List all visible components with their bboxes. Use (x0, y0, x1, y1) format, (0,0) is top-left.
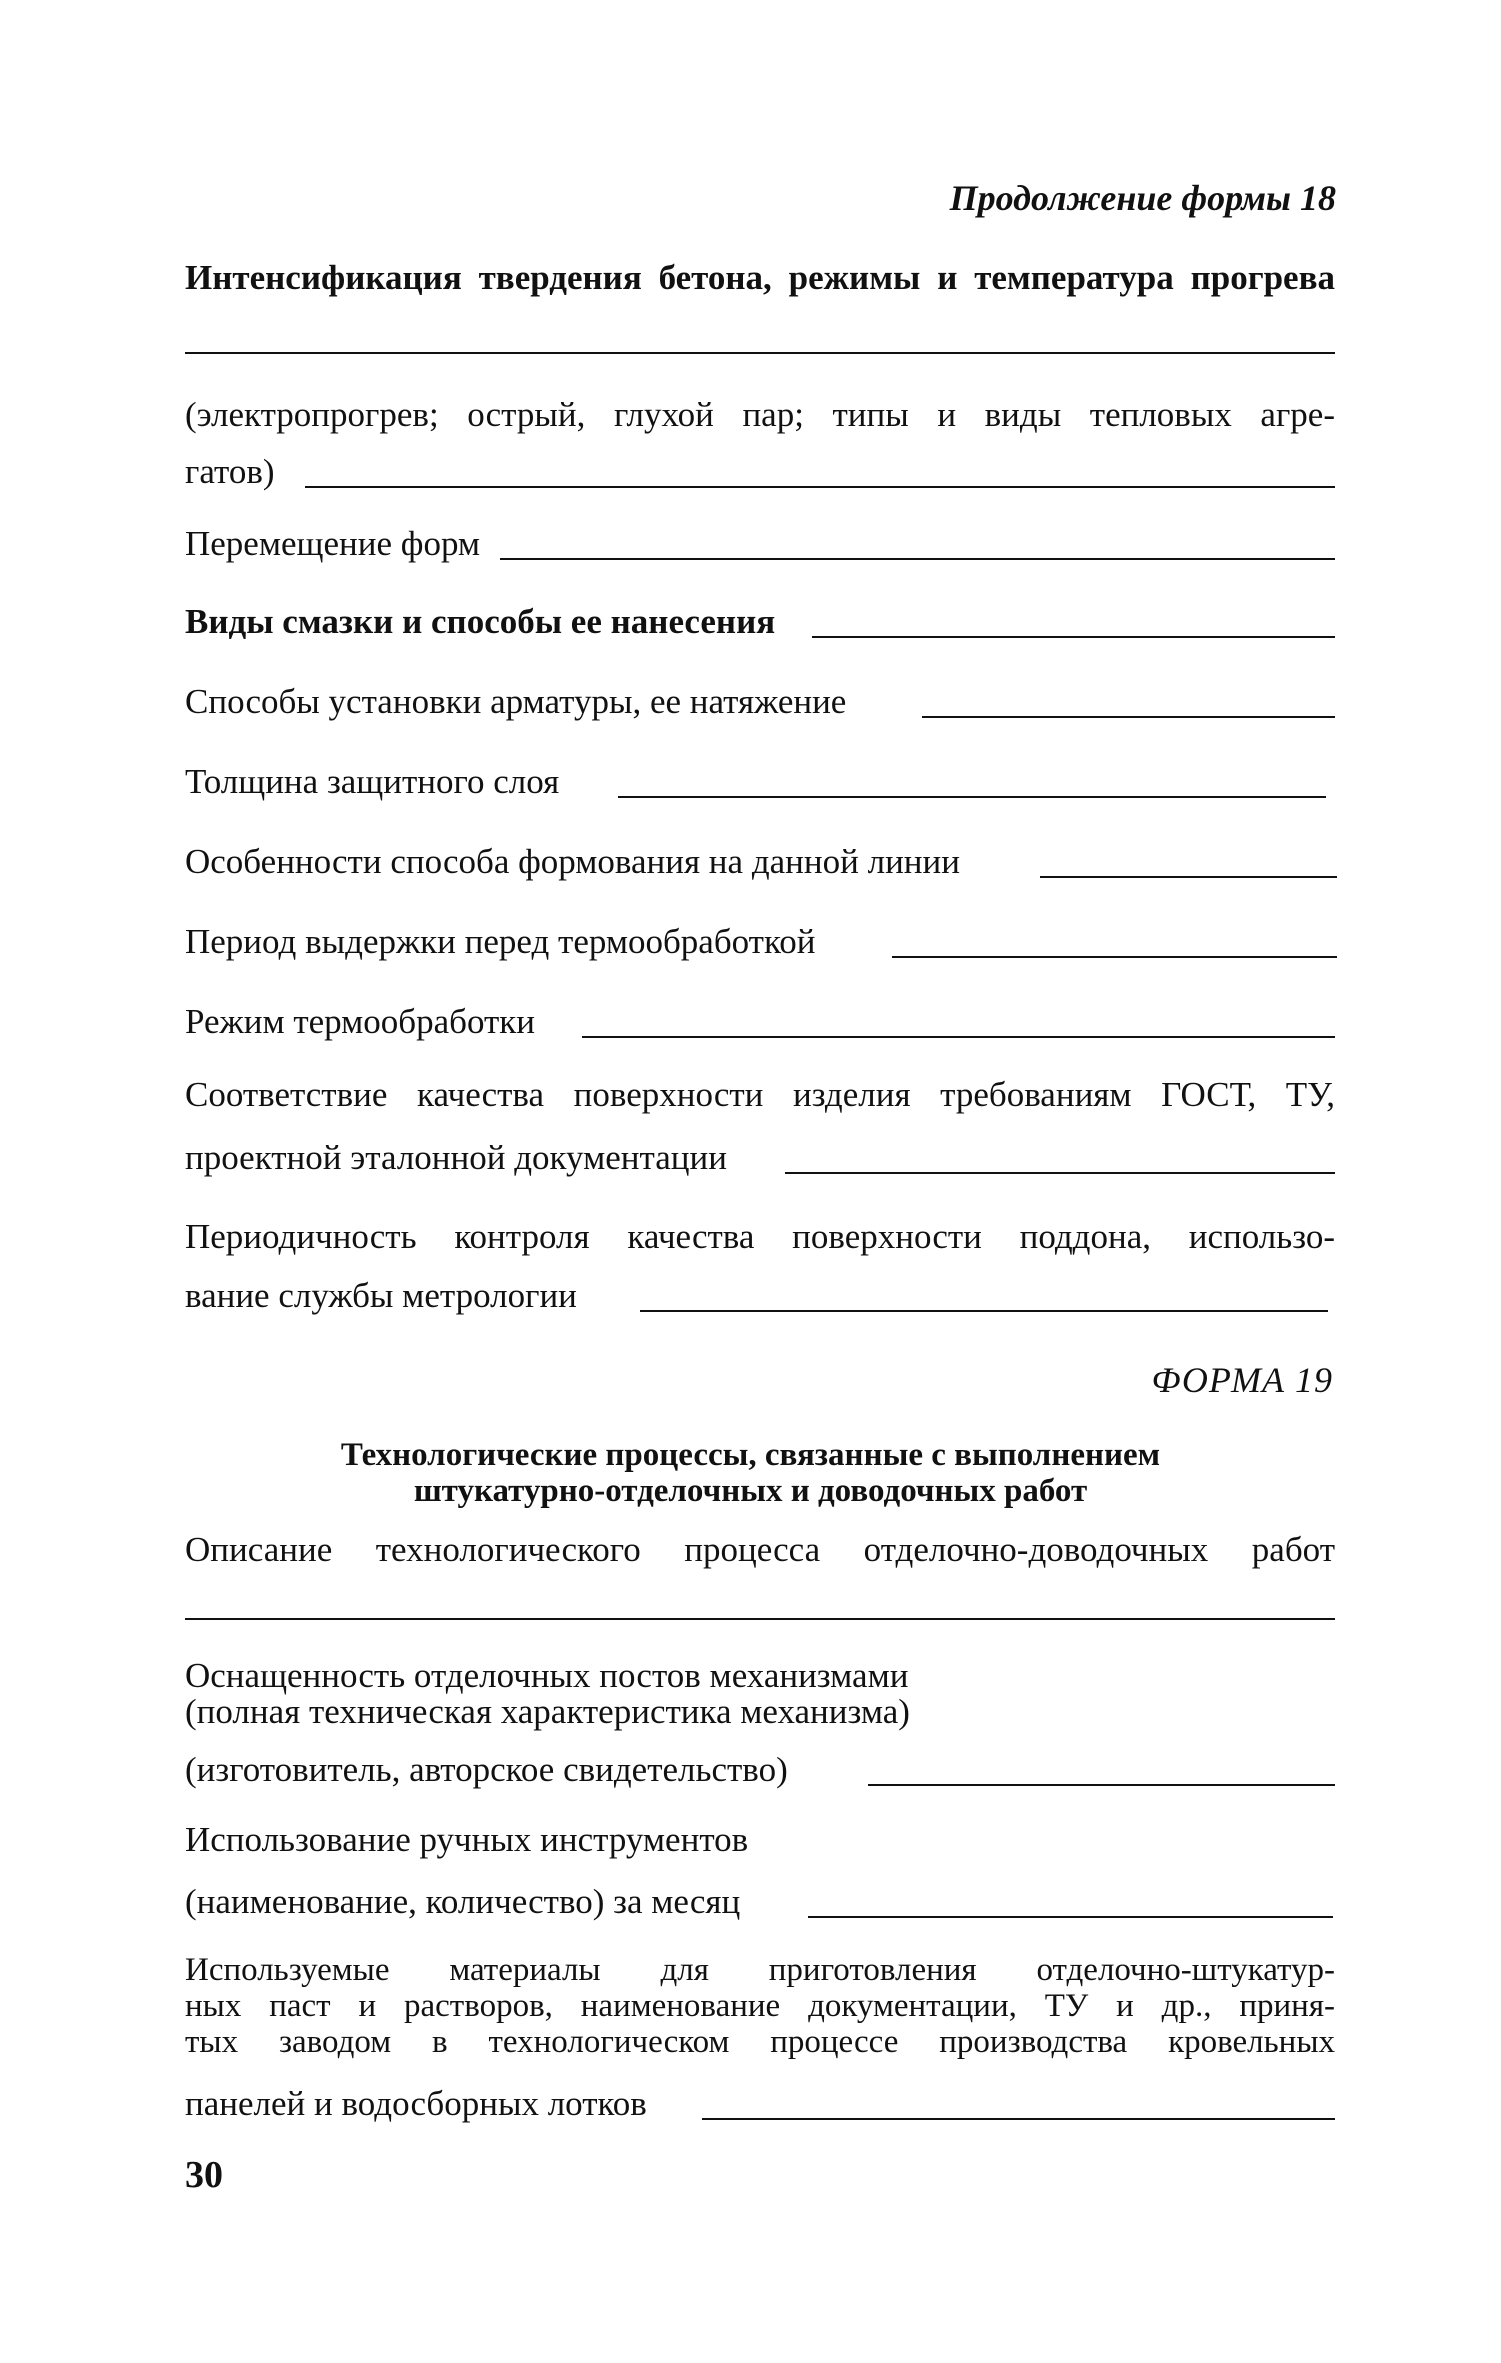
fill-line-cover (618, 796, 1326, 798)
field-label-quality-line1: Соответствие качества поверхности изделия требованиям ГОСТ, ТУ, (185, 1075, 1335, 1114)
form-19-label: ФОРМА 19 (1151, 1360, 1333, 1400)
field-label-description: Описание технологического процесса отделочно-доводочных работ (185, 1530, 1335, 1569)
field-label-rebar: Способы установки арматуры, ее натяжение (185, 682, 847, 721)
field-label-hardening: Интенсификация твердения бетона, режимы и температура прогрева (185, 258, 1335, 297)
fill-line-periodicity (640, 1310, 1328, 1312)
field-label-periodicity-line1: Периодичность контроля качества поверхности поддона, использо- (185, 1217, 1335, 1256)
field-label-hold: Период выдержки перед термообработкой (185, 922, 816, 961)
field-label-mold-move: Перемещение форм (185, 524, 481, 563)
form-19-title-line1: Технологические процессы, связанные с выполнением (340, 1437, 1161, 1473)
field-label-materials-line2: ных паст и растворов, наименование документации, ТУ и др., приня- (185, 1988, 1335, 2024)
field-label-equipment-line3: (изготовитель, авторское свидетельство) (185, 1750, 788, 1789)
field-label-cover: Толщина защитного слоя (185, 762, 560, 801)
fill-line-materials (702, 2118, 1335, 2120)
field-label-periodicity-line2: вание службы метрологии (185, 1276, 577, 1315)
fill-line-hardening (185, 352, 1335, 354)
field-label-tools-line2: (наименование, количество) за месяц (185, 1882, 741, 1921)
fill-line-rebar (922, 716, 1335, 718)
fill-line-equipment (868, 1784, 1335, 1786)
fill-line-hold (892, 956, 1337, 958)
fill-line-mold-move (500, 558, 1335, 560)
field-label-heat-mode: Режим термообработки (185, 1002, 536, 1041)
field-label-equipment-line1: Оснащенность отделочных постов механизмами (185, 1656, 909, 1695)
fill-line-quality (785, 1172, 1335, 1174)
field-label-equipment-line2: (полная техническая характеристика механизма) (185, 1692, 910, 1731)
form-continuation-header: Продолжение формы 18 (949, 178, 1336, 218)
fill-line-heat-mode (582, 1036, 1335, 1038)
fill-line-tools (808, 1916, 1333, 1918)
field-label-materials-line1: Используемые материалы для приготовления отделочно-штукатур- (185, 1952, 1335, 1988)
fill-line-heating (305, 486, 1335, 488)
field-label-materials-line3: тых заводом в технологическом процессе производства кровельных (185, 2024, 1335, 2060)
field-label-tools-line1: Использование ручных инструментов (185, 1820, 749, 1859)
field-label-materials-line4: панелей и водосборных лотков (185, 2084, 647, 2123)
page-number: 30 (185, 2154, 223, 2196)
hint-heating-line2: гатов) (185, 452, 275, 491)
fill-line-description (185, 1618, 1335, 1620)
fill-line-lubricant (812, 636, 1335, 638)
field-label-quality-line2: проектной эталонной документации (185, 1138, 727, 1177)
fill-line-molding (1040, 876, 1337, 878)
hint-heating-line1: (электропрогрев; острый, глухой пар; типы и виды тепловых агре- (185, 395, 1335, 434)
form-19-title-line2: штукатурно-отделочных и доводочных работ (413, 1473, 1088, 1509)
field-label-lubricant: Виды смазки и способы ее нанесения (185, 602, 776, 641)
field-label-molding: Особенности способа формования на данной линии (185, 842, 960, 881)
